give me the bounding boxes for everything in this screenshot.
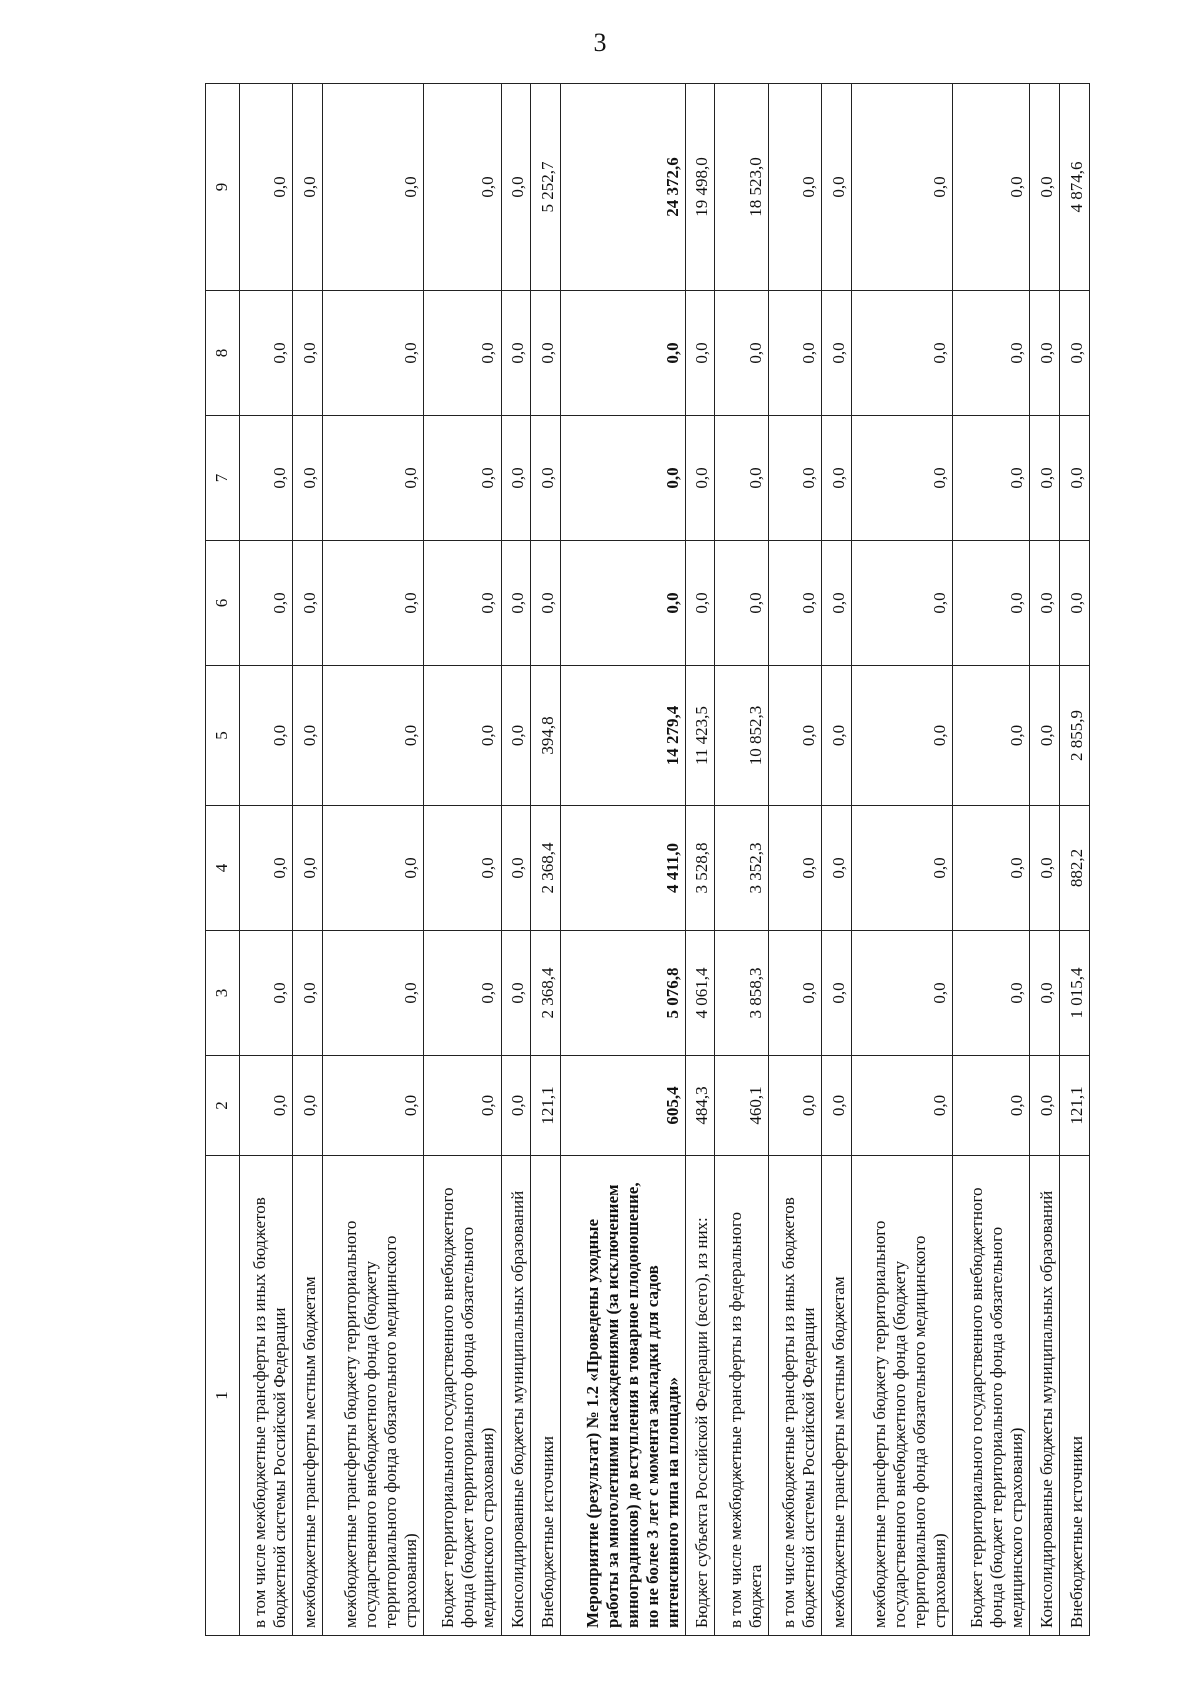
- value-cell: 0,0: [240, 931, 293, 1056]
- rotated-table-container: [205, 84, 1090, 1636]
- value-cell: 0,0: [424, 291, 501, 416]
- value-cell: 0,0: [953, 291, 1030, 416]
- value-cell: 484,3: [685, 1056, 715, 1156]
- value-cell: 0,0: [293, 291, 323, 416]
- value-cell: 0,0: [768, 416, 821, 541]
- row-label: Бюджет территориального государственного внебюджетного фонда (бюджет территориального фонда обязательного медицинского страхования): [953, 1156, 1030, 1636]
- value-cell: 0,0: [560, 291, 685, 416]
- value-cell: 0,0: [560, 416, 685, 541]
- value-cell: 0,0: [323, 931, 424, 1056]
- column-header: 6: [206, 541, 240, 666]
- value-cell: 0,0: [953, 666, 1030, 806]
- value-cell: 0,0: [852, 666, 953, 806]
- value-cell: 0,0: [323, 666, 424, 806]
- value-cell: 0,0: [323, 541, 424, 666]
- value-cell: 0,0: [1030, 416, 1060, 541]
- value-cell: 0,0: [852, 416, 953, 541]
- row-label: Консолидированные бюджеты муниципальных образований: [501, 1156, 531, 1636]
- value-cell: 0,0: [852, 84, 953, 291]
- value-cell: 0,0: [501, 84, 531, 291]
- value-cell: 0,0: [715, 291, 768, 416]
- value-cell: 1 015,4: [1060, 931, 1090, 1056]
- value-cell: 0,0: [953, 84, 1030, 291]
- value-cell: 0,0: [1060, 416, 1090, 541]
- value-cell: 0,0: [852, 806, 953, 931]
- value-cell: 0,0: [768, 931, 821, 1056]
- value-cell: 0,0: [953, 806, 1030, 931]
- value-cell: 18 523,0: [715, 84, 768, 291]
- table-row: [560, 84, 685, 1636]
- value-cell: 0,0: [822, 666, 852, 806]
- value-cell: 0,0: [1060, 291, 1090, 416]
- value-cell: 0,0: [685, 541, 715, 666]
- value-cell: 0,0: [1060, 541, 1090, 666]
- column-header: 9: [206, 84, 240, 291]
- column-header: 7: [206, 416, 240, 541]
- table-row: [1060, 84, 1090, 1636]
- value-cell: 0,0: [323, 291, 424, 416]
- row-label: в том числе межбюджетные трансферты из иных бюджетов бюджетной системы Российской Федерации: [768, 1156, 821, 1636]
- value-cell: 0,0: [953, 931, 1030, 1056]
- table-row: [293, 84, 323, 1636]
- value-cell: 0,0: [685, 291, 715, 416]
- value-cell: 0,0: [1030, 931, 1060, 1056]
- value-cell: 0,0: [822, 291, 852, 416]
- row-label: в том числе межбюджетные трансферты из федерального бюджета: [715, 1156, 768, 1636]
- column-header: 4: [206, 806, 240, 931]
- table-body: [240, 84, 1090, 1636]
- table-row: [822, 84, 852, 1636]
- value-cell: 0,0: [822, 931, 852, 1056]
- value-cell: 0,0: [822, 416, 852, 541]
- value-cell: 5 076,8: [560, 931, 685, 1056]
- value-cell: 0,0: [424, 1056, 501, 1156]
- value-cell: 0,0: [501, 666, 531, 806]
- column-header: 5: [206, 666, 240, 806]
- table-row: [501, 84, 531, 1636]
- value-cell: 0,0: [822, 84, 852, 291]
- value-cell: 0,0: [685, 416, 715, 541]
- value-cell: 11 423,5: [685, 666, 715, 806]
- value-cell: 0,0: [1030, 666, 1060, 806]
- value-cell: 0,0: [501, 1056, 531, 1156]
- value-cell: 0,0: [768, 541, 821, 666]
- value-cell: 0,0: [323, 806, 424, 931]
- value-cell: 0,0: [323, 84, 424, 291]
- value-cell: 0,0: [293, 84, 323, 291]
- value-cell: 0,0: [1030, 291, 1060, 416]
- value-cell: 0,0: [1030, 541, 1060, 666]
- value-cell: 0,0: [424, 931, 501, 1056]
- value-cell: 0,0: [323, 1056, 424, 1156]
- value-cell: 2 855,9: [1060, 666, 1090, 806]
- value-cell: 0,0: [768, 666, 821, 806]
- value-cell: 0,0: [240, 416, 293, 541]
- value-cell: 0,0: [293, 416, 323, 541]
- row-label: Внебюджетные источники: [531, 1156, 561, 1636]
- value-cell: 0,0: [715, 416, 768, 541]
- row-label: Бюджет территориального государственного внебюджетного фонда (бюджет территориального фонда обязательного медицинского страхования): [424, 1156, 501, 1636]
- row-label: в том числе межбюджетные трансферты из иных бюджетов бюджетной системы Российской Федерации: [240, 1156, 293, 1636]
- value-cell: 0,0: [953, 541, 1030, 666]
- column-header: 8: [206, 291, 240, 416]
- value-cell: 0,0: [240, 541, 293, 666]
- value-cell: 394,8: [531, 666, 561, 806]
- value-cell: 4 061,4: [685, 931, 715, 1056]
- value-cell: 0,0: [560, 541, 685, 666]
- value-cell: 0,0: [293, 931, 323, 1056]
- column-header: 2: [206, 1056, 240, 1156]
- value-cell: 0,0: [531, 541, 561, 666]
- value-cell: 10 852,3: [715, 666, 768, 806]
- row-label: Внебюджетные источники: [1060, 1156, 1090, 1636]
- value-cell: 0,0: [293, 806, 323, 931]
- value-cell: 0,0: [768, 1056, 821, 1156]
- value-cell: 0,0: [1030, 84, 1060, 291]
- value-cell: 0,0: [768, 84, 821, 291]
- value-cell: 0,0: [715, 541, 768, 666]
- value-cell: 0,0: [424, 84, 501, 291]
- row-label: Консолидированные бюджеты муниципальных образований: [1030, 1156, 1060, 1636]
- value-cell: 0,0: [501, 931, 531, 1056]
- value-cell: 0,0: [953, 416, 1030, 541]
- value-cell: 0,0: [424, 806, 501, 931]
- value-cell: 0,0: [240, 84, 293, 291]
- value-cell: 605,4: [560, 1056, 685, 1156]
- value-cell: 0,0: [822, 806, 852, 931]
- value-cell: 0,0: [852, 931, 953, 1056]
- value-cell: 0,0: [293, 541, 323, 666]
- value-cell: 0,0: [424, 666, 501, 806]
- value-cell: 4 874,6: [1060, 84, 1090, 291]
- value-cell: 3 858,3: [715, 931, 768, 1056]
- value-cell: 0,0: [822, 1056, 852, 1156]
- table-row: [323, 84, 424, 1636]
- value-cell: 0,0: [240, 291, 293, 416]
- table-row: [240, 84, 293, 1636]
- table-row: [685, 84, 715, 1636]
- value-cell: 0,0: [501, 291, 531, 416]
- value-cell: 3 528,8: [685, 806, 715, 931]
- value-cell: 0,0: [1030, 1056, 1060, 1156]
- value-cell: 4 411,0: [560, 806, 685, 931]
- budget-table: [205, 83, 1090, 1636]
- value-cell: 0,0: [768, 806, 821, 931]
- value-cell: 2 368,4: [531, 806, 561, 931]
- row-label: межбюджетные трансферты бюджету территориального государственного внебюджетного фонда (бюджету территориального фонда обязательного медицинского страхования): [323, 1156, 424, 1636]
- table-row: [1030, 84, 1060, 1636]
- row-label: межбюджетные трансферты местным бюджетам: [822, 1156, 852, 1636]
- table-row: [715, 84, 768, 1636]
- value-cell: 19 498,0: [685, 84, 715, 291]
- value-cell: 0,0: [501, 416, 531, 541]
- value-cell: 0,0: [240, 806, 293, 931]
- table-row: [953, 84, 1030, 1636]
- value-cell: 0,0: [424, 416, 501, 541]
- table-row: [768, 84, 821, 1636]
- value-cell: 5 252,7: [531, 84, 561, 291]
- value-cell: 0,0: [501, 541, 531, 666]
- value-cell: 0,0: [822, 541, 852, 666]
- page-number: 3: [593, 28, 607, 57]
- table-row: [852, 84, 953, 1636]
- column-header: 3: [206, 931, 240, 1056]
- value-cell: 0,0: [501, 806, 531, 931]
- value-cell: 0,0: [768, 291, 821, 416]
- value-cell: 0,0: [531, 291, 561, 416]
- value-cell: 2 368,4: [531, 931, 561, 1056]
- value-cell: 0,0: [852, 541, 953, 666]
- table-row: [424, 84, 501, 1636]
- row-label: Мероприятие (результат) № 1.2 «Проведены уходные работы за многолетними насаждениями (за исключением виноградников) до вступления в товарное плодоношение, но не более 3 лет с момента закладки для садов интенсивного типа на площади»: [560, 1156, 685, 1636]
- value-cell: 0,0: [852, 1056, 953, 1156]
- column-number-row: [206, 84, 240, 1636]
- value-cell: 0,0: [424, 541, 501, 666]
- value-cell: 0,0: [240, 1056, 293, 1156]
- value-cell: 0,0: [323, 416, 424, 541]
- row-label: межбюджетные трансферты бюджету территориального государственного внебюджетного фонда (бюджету территориального фонда обязательного медицинского страхования): [852, 1156, 953, 1636]
- value-cell: 0,0: [953, 1056, 1030, 1156]
- row-label: межбюджетные трансферты местным бюджетам: [293, 1156, 323, 1636]
- value-cell: 0,0: [531, 416, 561, 541]
- value-cell: 24 372,6: [560, 84, 685, 291]
- value-cell: 0,0: [852, 291, 953, 416]
- value-cell: 121,1: [1060, 1056, 1090, 1156]
- row-label: Бюджет субъекта Российской Федерации (всего), из них:: [685, 1156, 715, 1636]
- value-cell: 882,2: [1060, 806, 1090, 931]
- value-cell: 0,0: [293, 1056, 323, 1156]
- value-cell: 3 352,3: [715, 806, 768, 931]
- table-row: [531, 84, 561, 1636]
- value-cell: 0,0: [240, 666, 293, 806]
- value-cell: 460,1: [715, 1056, 768, 1156]
- value-cell: 14 279,4: [560, 666, 685, 806]
- value-cell: 0,0: [293, 666, 323, 806]
- column-header: 1: [206, 1156, 240, 1636]
- value-cell: 121,1: [531, 1056, 561, 1156]
- value-cell: 0,0: [1030, 806, 1060, 931]
